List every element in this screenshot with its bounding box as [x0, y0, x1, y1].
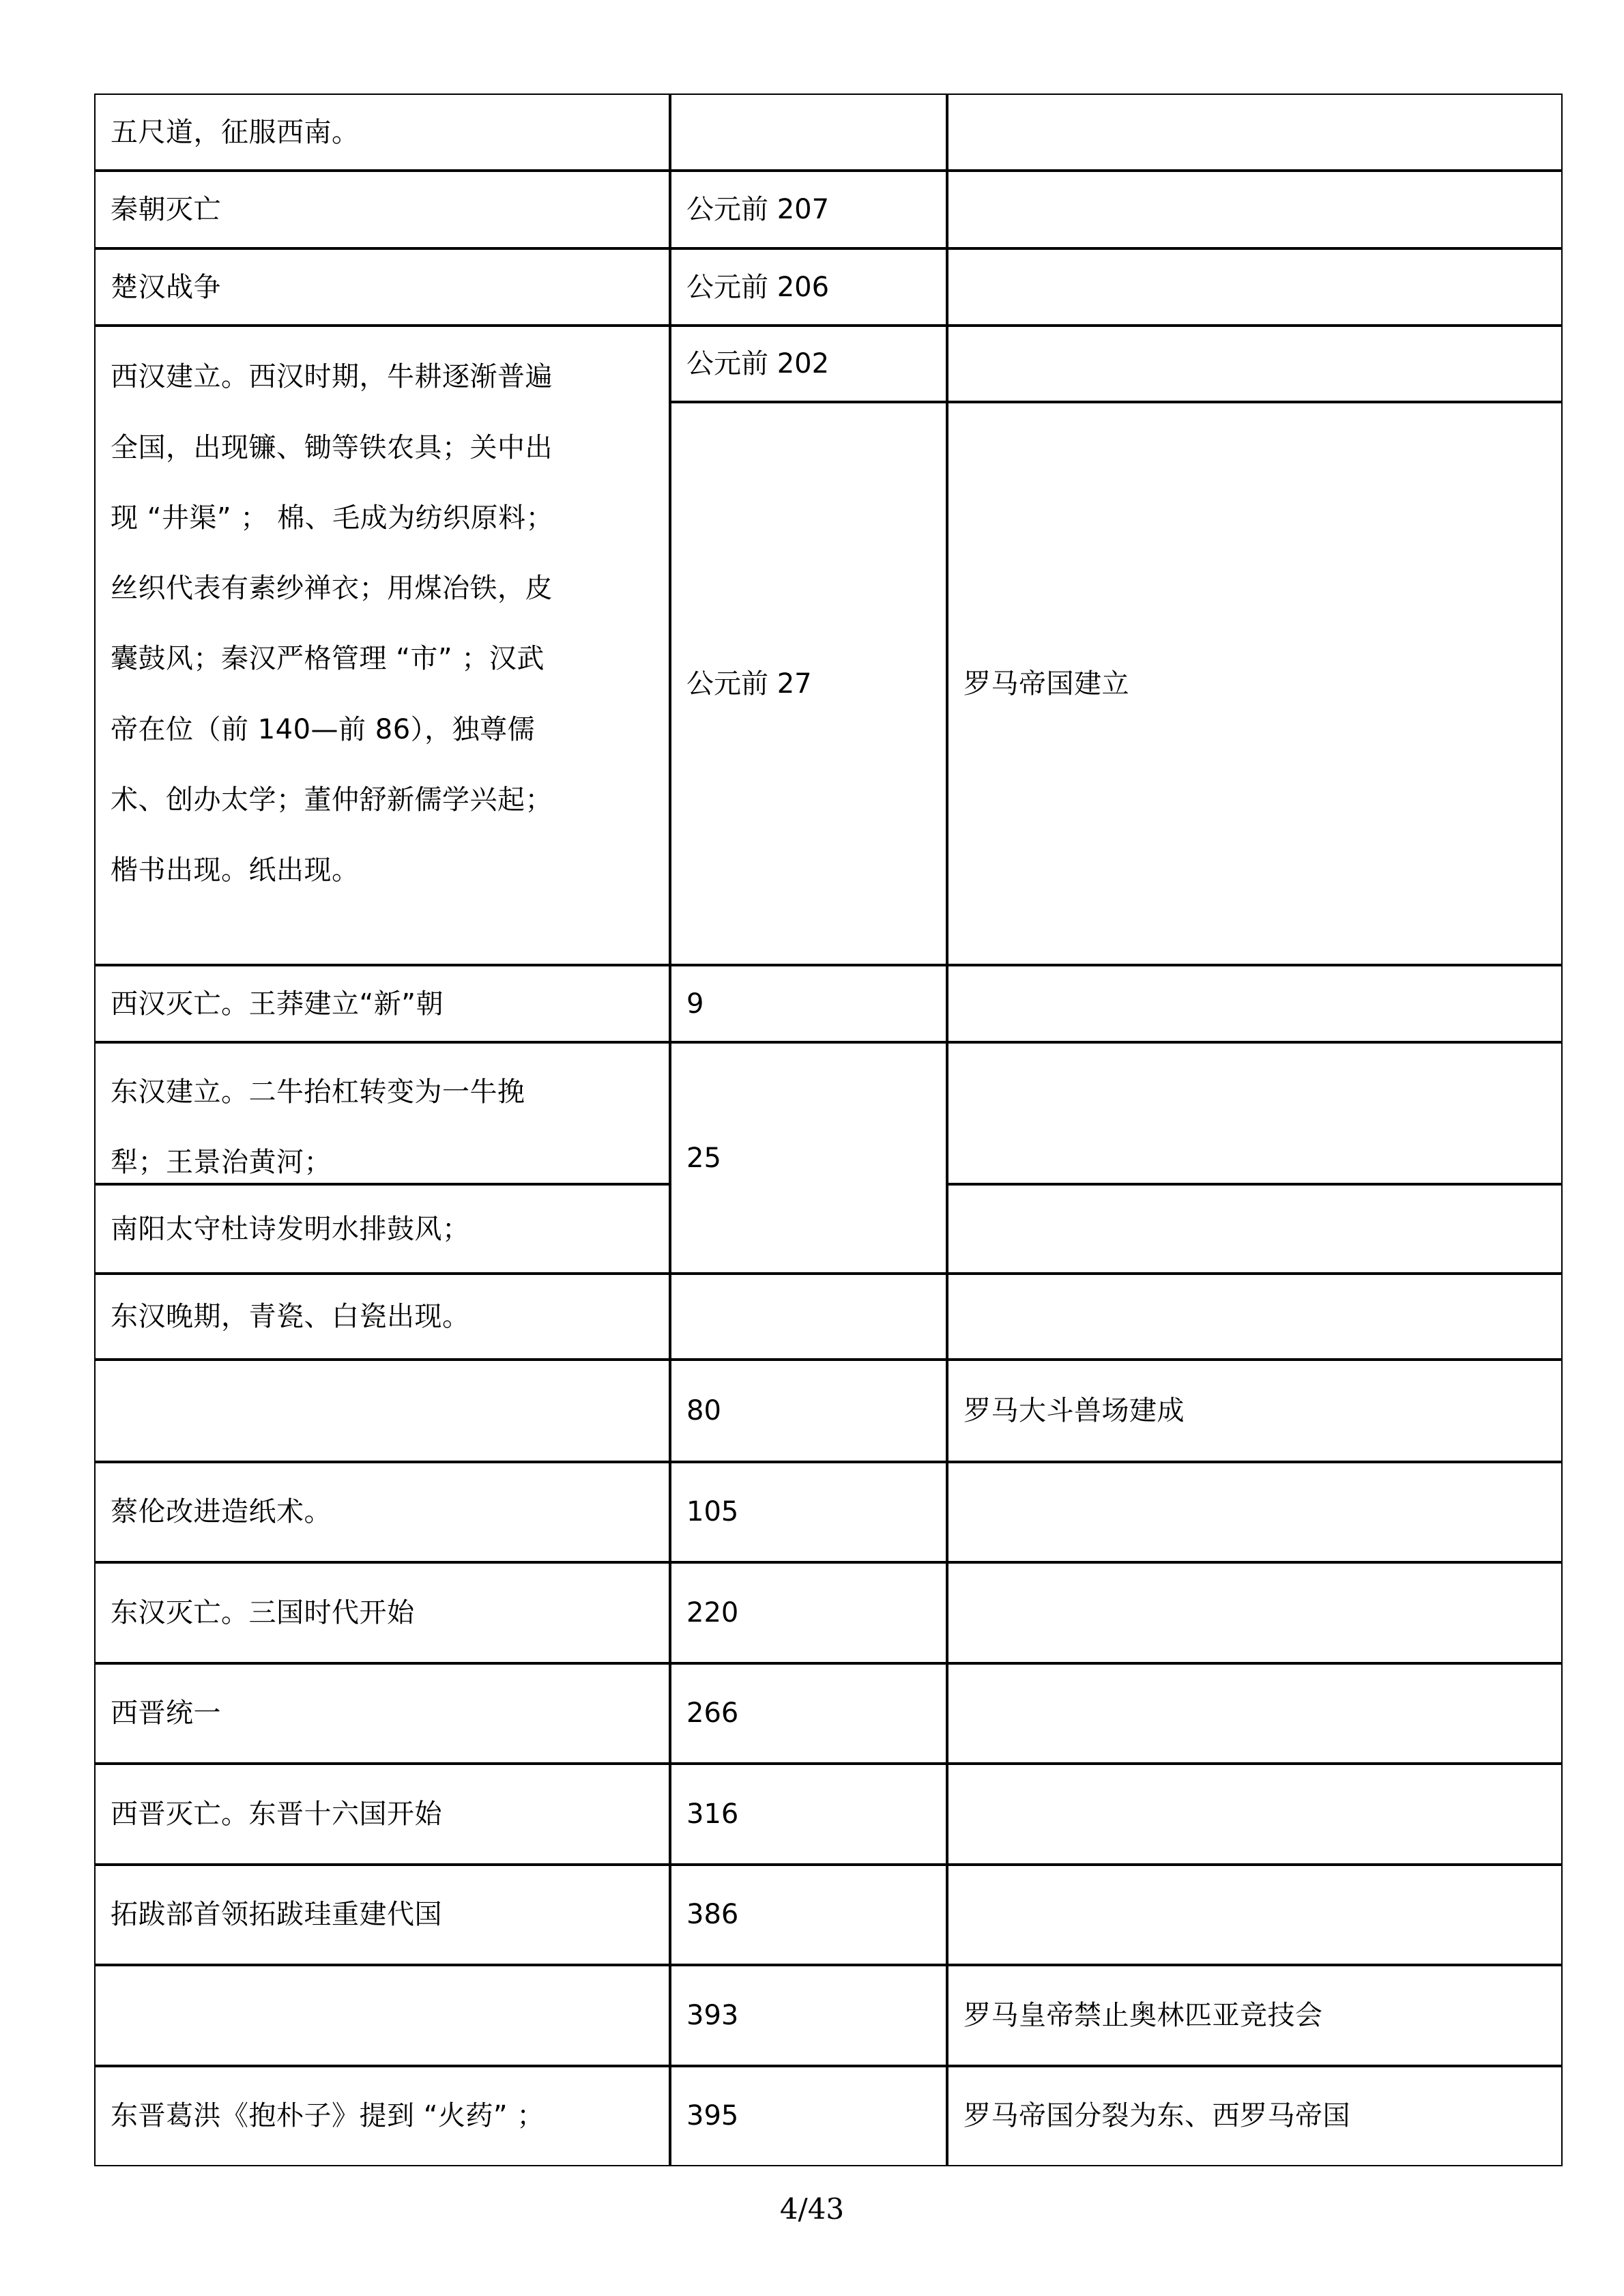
- table-cell-world: [947, 1562, 1563, 1663]
- cell-text: 五尺道，征服西南。: [111, 116, 360, 148]
- cell-text: 东汉晚期，青瓷、白瓷出现。: [111, 1300, 470, 1332]
- paragraph-line: 犁；王景治黄河；: [111, 1147, 332, 1179]
- table-cell-world: [947, 1764, 1563, 1864]
- table-cell-china: [94, 94, 670, 171]
- table-cell-world: [947, 402, 1563, 965]
- cell-text: 罗马帝国分裂为东、西罗马帝国: [963, 2100, 1350, 2132]
- table-cell-year: [670, 326, 947, 402]
- table-cell-china: [94, 1663, 670, 1764]
- table-cell-china: [94, 1360, 670, 1462]
- paragraph-line: 全国，出现镰、锄等铁农具；关中出: [111, 431, 553, 463]
- paragraph-line: 囊鼓风；秦汉严格管理 “市” ；汉武: [111, 643, 545, 675]
- cell-text: 蔡伦改进造纸术。: [111, 1496, 332, 1528]
- table-cell-china: [94, 1562, 670, 1663]
- table-cell-world: [947, 1360, 1563, 1462]
- table-cell-china: [94, 965, 670, 1042]
- paragraph-line: 东汉建立。二牛抬杠转变为一牛挽: [111, 1076, 525, 1108]
- table-cell-world: [947, 326, 1563, 402]
- table-cell-year: [670, 965, 947, 1042]
- table-cell-world: [947, 171, 1563, 248]
- cell-text: 105: [686, 1496, 739, 1528]
- table-cell-china: [94, 1462, 670, 1562]
- table-cell-world: [947, 965, 1563, 1042]
- cell-text: 266: [686, 1697, 739, 1730]
- cell-paragraph: [111, 342, 654, 906]
- table-cell-year: [670, 1274, 947, 1359]
- table-cell-china: [94, 1184, 670, 1274]
- table-cell-world: [947, 1965, 1563, 2065]
- table-cell-year: [670, 1663, 947, 1764]
- cell-text: 拓跋部首领拓跋珪重建代国: [111, 1899, 442, 1931]
- table-cell-year: [670, 1865, 947, 1965]
- paragraph-line: 西汉建立。西汉时期，牛耕逐渐普遍: [111, 361, 553, 393]
- table-cell-year: [670, 1462, 947, 1562]
- cell-paragraph: [111, 1057, 654, 1184]
- table-cell-year: [670, 171, 947, 248]
- table-cell-world: [947, 94, 1563, 171]
- table-cell-china-paragraph: [94, 1042, 670, 1184]
- cell-text: 9: [686, 988, 704, 1020]
- table-cell-china: [94, 2066, 670, 2166]
- table-cell-world: [947, 1462, 1563, 1562]
- table-cell-china: [94, 1274, 670, 1359]
- cell-text: 南阳太守杜诗发明水排鼓风；: [111, 1213, 470, 1245]
- paragraph-line: 术、创办太学；董仲舒新儒学兴起；: [111, 784, 553, 816]
- cell-text: 罗马大斗兽场建成: [963, 1394, 1185, 1426]
- cell-text: 罗马皇帝禁止奥林匹亚竞技会: [963, 1999, 1323, 2031]
- table-cell-china: [94, 171, 670, 248]
- table-cell-china: [94, 1865, 670, 1965]
- cell-text: 罗马帝国建立: [963, 668, 1129, 700]
- table-cell-china: [94, 1965, 670, 2065]
- cell-text: 220: [686, 1596, 739, 1628]
- cell-text: 东晋葛洪《抱朴子》提到 “火药” ；: [111, 2100, 545, 2132]
- cell-text: 秦朝灭亡: [111, 194, 221, 226]
- table-cell-year: [670, 1965, 947, 2065]
- cell-text: 395: [686, 2100, 739, 2132]
- cell-text: 公元前 206: [686, 271, 830, 303]
- table-cell-world: [947, 1274, 1563, 1359]
- table-cell-china-paragraph: [94, 326, 670, 965]
- cell-text: 楚汉战争: [111, 271, 221, 303]
- table-cell-year-rowspan: [670, 1042, 947, 1274]
- cell-text: 386: [686, 1899, 739, 1931]
- table-cell-year: [670, 1562, 947, 1663]
- history-timeline-table: [94, 94, 1563, 2166]
- cell-text: 393: [686, 1999, 739, 2031]
- paragraph-line: 帝在位（前 140—前 86），独尊儒: [111, 713, 536, 745]
- cell-text: 公元前 207: [686, 194, 830, 226]
- cell-text: 25: [686, 1142, 721, 1174]
- paragraph-line: 现 “井渠” ； 棉、毛成为纺织原料；: [111, 502, 554, 534]
- table-cell-year: [670, 2066, 947, 2166]
- table-cell-year: [670, 1360, 947, 1462]
- cell-text: 公元前 27: [686, 668, 812, 700]
- table-cell-world: [947, 1042, 1563, 1184]
- paragraph-line: 楷书出现。纸出现。: [111, 855, 360, 887]
- cell-text: 316: [686, 1798, 739, 1830]
- cell-text: 公元前 202: [686, 348, 830, 380]
- table-cell-year: [670, 248, 947, 326]
- table-cell-world: [947, 1865, 1563, 1965]
- table-cell-world: [947, 1663, 1563, 1764]
- cell-text: 西晋灭亡。东晋十六国开始: [111, 1798, 442, 1830]
- table-cell-year: [670, 402, 947, 965]
- table-cell-china: [94, 1764, 670, 1864]
- page-number: 4/43: [779, 2192, 845, 2226]
- cell-text: 西晋统一: [111, 1697, 221, 1730]
- paragraph-line: 丝织代表有素纱禅衣；用煤冶铁，皮: [111, 573, 553, 605]
- cell-text: 80: [686, 1394, 721, 1426]
- table-cell-year: [670, 1764, 947, 1864]
- table-cell-china: [94, 248, 670, 326]
- page-footer: [0, 2192, 1624, 2226]
- table-cell-world: [947, 248, 1563, 326]
- cell-text: 东汉灭亡。三国时代开始: [111, 1596, 415, 1628]
- table-cell-world: [947, 2066, 1563, 2166]
- cell-text: 西汉灭亡。王莽建立“新”朝: [111, 988, 444, 1020]
- table-cell-world: [947, 1184, 1563, 1274]
- table-cell-year: [670, 94, 947, 171]
